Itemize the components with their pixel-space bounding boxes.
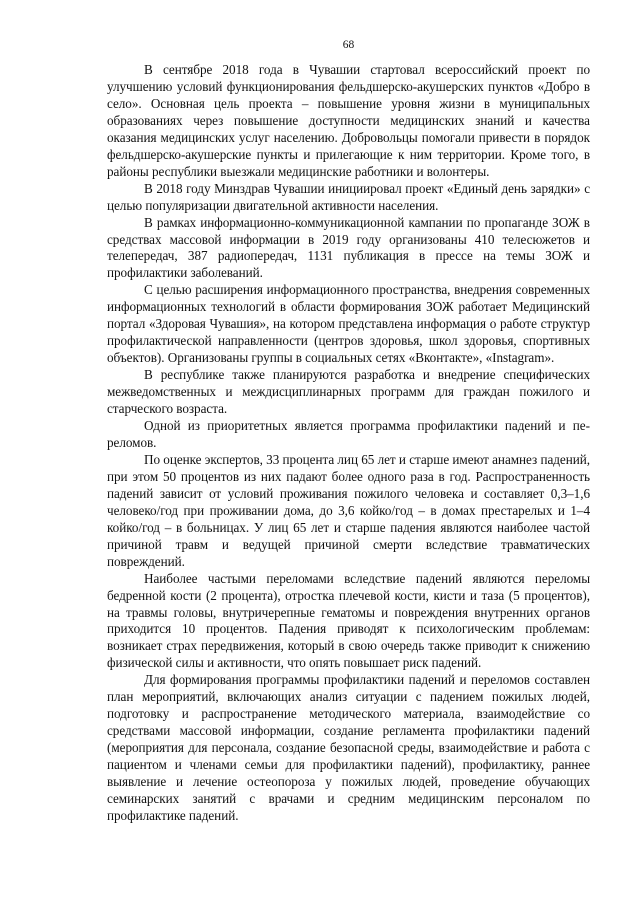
- paragraph-medical-portal: С целью расширения информационного пространства, внедрения современных информационных технологий в области формирования ЗОЖ работает Медицинский портал «Здоровая Чувашия», на котором представлена информация о работе структур профилактической направленности (центров здоровья, школ здоровья, спортивных объектов). Организованы группы в социальных сетях «Вконтакте», «Instagram».: [107, 282, 590, 366]
- paragraph-media-campaign: В рамках информационно-коммуникационной кампании по пропаганде ЗОЖ в средствах массовой информации в 2019 году организованы 410 телесюжетов и телепередач, 387 радиопередач, 1131 публикация в прессе на темы ЗОЖ и профилактики заболеваний.: [107, 214, 590, 281]
- body-text: [107, 62, 590, 825]
- paragraph-fractures: Наиболее частыми переломами вследствие падений являются переломы бедренной кости (2 процента), отростка плечевой кости, кисти и таза (5 процентов), на травмы головы, внутричерепные гематомы и повреждения внутренних органов приходится 10 процентов. Падения приводят к психологическим проблемам: возникает страх передвижения, который в свою очередь также приводит к снижению физической силы и активности, что опять повышает риск падений.: [107, 570, 590, 671]
- paragraph-falls-statistics: По оценке экспертов, 33 процента лиц 65 лет и старше имеют анамнез падений, при этом 50 процентов из них падают более одного раза в год. Распространенность падений зависит от условий проживания пожилого человека и составляет 0,3–1,6 человеко/год при проживании дома, до 3,6 койко/год – в домах престарелых и 1–4 койко/год – в больницах. У лиц 65 лет и старше падения являются наиболее частой причиной травм и ведущей причиной смерти вследствие травматических повреждений.: [107, 451, 590, 569]
- page-number: 68: [342, 39, 355, 51]
- paragraph-elderly-programs: В республике также планируются разработка и внедрение специфических межведомственных и междисциплинарных программ для граждан пожилого и старческого возраста.: [107, 367, 590, 417]
- paragraph-action-plan: Для формирования программы профилактики падений и переломов составлен план мероприятий, включающих анализ ситуации с падением пожилых людей, подготовку и распространение методического материала, взаимодействие со средствами массовой информации, создание регламента профилактики падений (мероприятия для персонала, создание безопасной среды, взаимодействие и работа с пациентом и членами семьи для профилактики падений), профилактику, раннее выявление и лечение остеопороза у пожилых людей, проведение обучающих семинарских занятий с врачами и средним медицинским персоналом по профилактике падений.: [107, 672, 590, 823]
- paragraph-dobro-v-selo: В сентябре 2018 года в Чувашии стартовал всероссийский проект по улучшению условий функционирования фельдшерско-акушерских пунктов «Добро в село». Основная цель проекта – повышение уровня жизни в муниципальных образованиях через повышение доступности медицинских знаний и качества оказания медицинских услуг населению. Добровольцы помогали привести в порядок фельдшерско-акушерские пункты и прилегающие к ним территории. Кроме того, в районы республики выезжали медицинские работники и волонтеры.: [107, 62, 590, 179]
- paragraph-falls-priority: Одной из приоритетных является программа профилактики падений и переломов.: [107, 418, 590, 450]
- paragraph-edinyi-den-zaryadki: В 2018 году Минздрав Чувашии инициировал проект «Единый день зарядки» с целью популяризации двигательной активности населения.: [107, 180, 590, 213]
